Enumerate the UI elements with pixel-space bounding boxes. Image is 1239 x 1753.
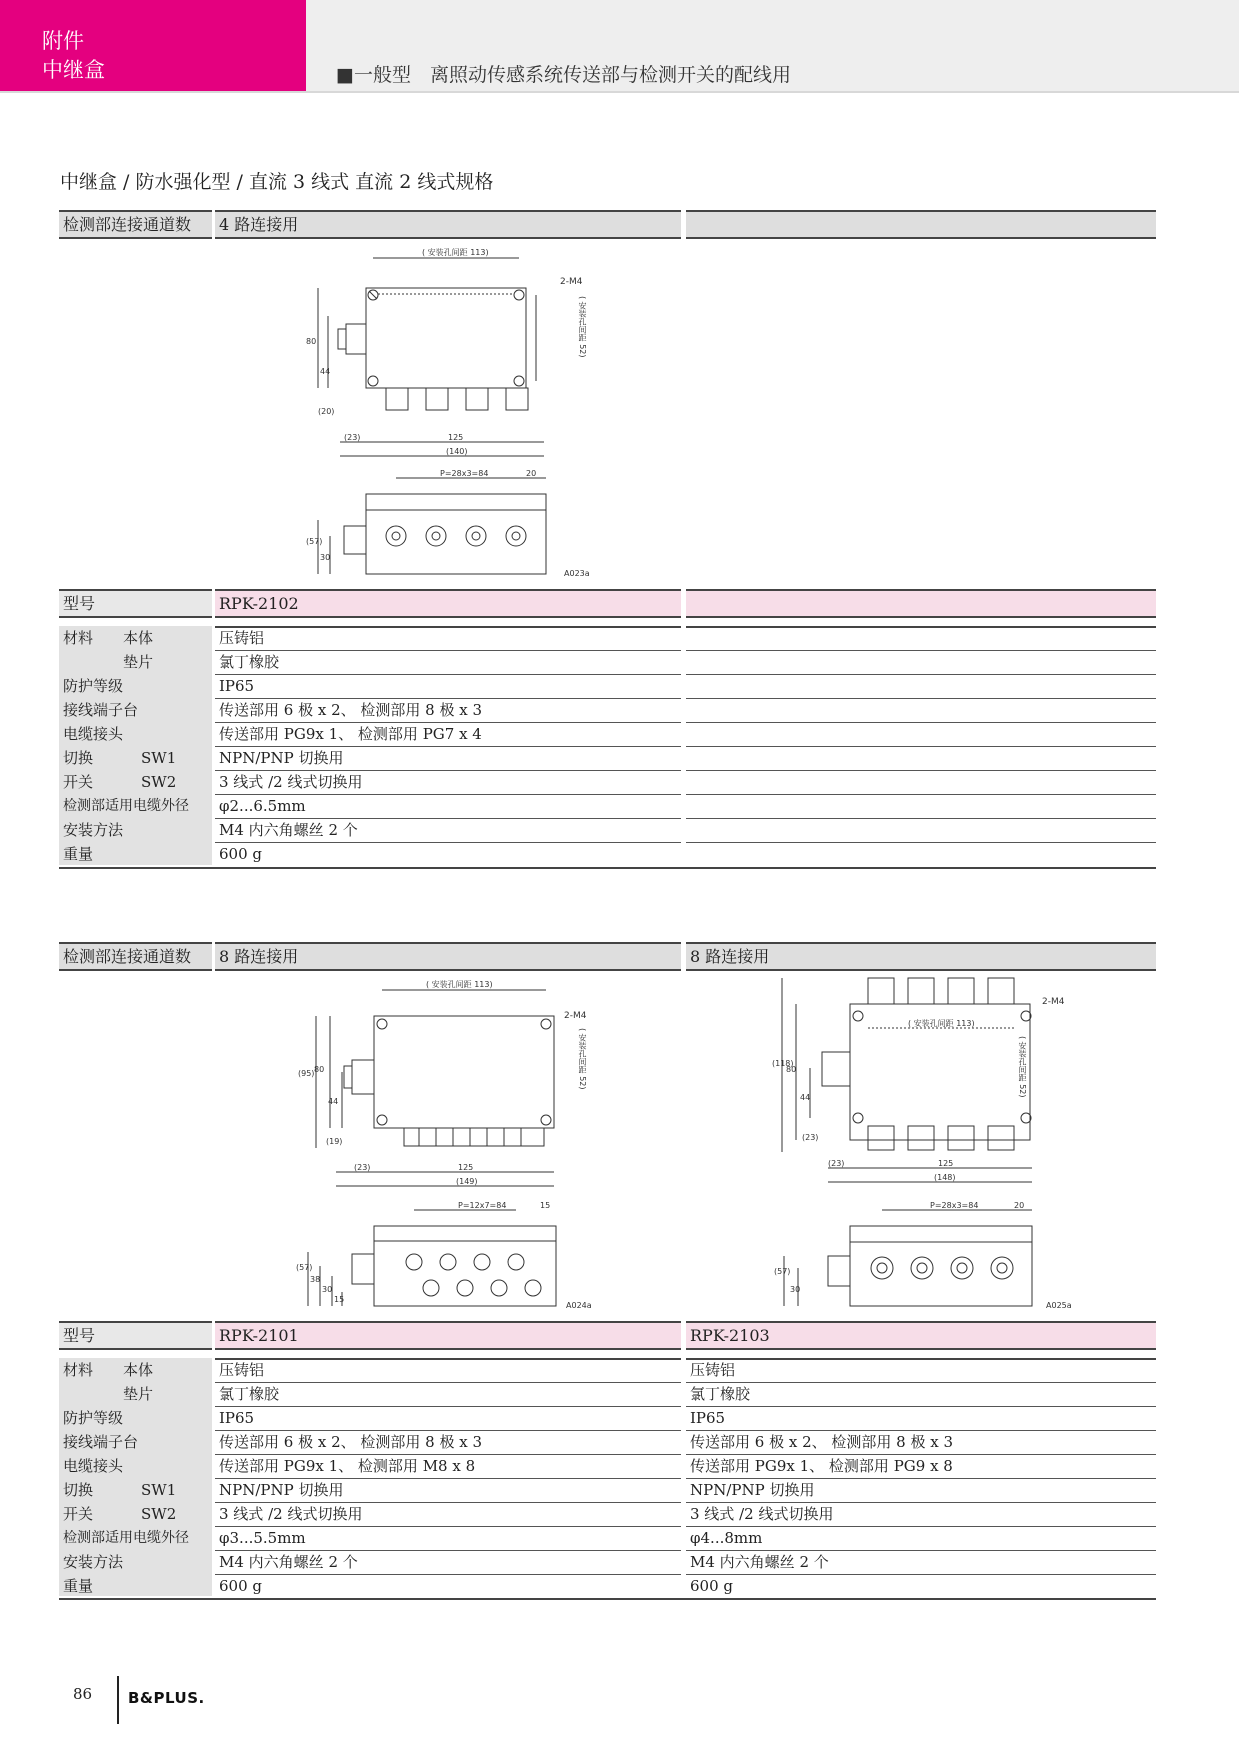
spec-label-gasket: 垫片 bbox=[59, 650, 212, 675]
spec-body-3: 压铸铝 bbox=[215, 1358, 681, 1383]
model-value-1: RPK-2102 bbox=[215, 589, 681, 618]
dim-80: 80 bbox=[306, 337, 317, 346]
category-line1: 附件 bbox=[42, 29, 84, 53]
dim-30: 30 bbox=[320, 553, 331, 562]
spec-label-sw2-2: 开关 SW2 bbox=[59, 1502, 212, 1527]
dim-95: (95) bbox=[298, 1069, 315, 1078]
dim-44: 44 bbox=[320, 367, 331, 376]
dim-80: 80 bbox=[314, 1065, 325, 1074]
dim-15b: 15 bbox=[334, 1295, 345, 1304]
drawing-code: A023a bbox=[564, 569, 590, 578]
model-value-2 bbox=[686, 589, 1156, 618]
spec-label-material-2: 材料 本体 bbox=[59, 1358, 212, 1383]
spec-label-cable-dia-2: 检测部适用电缆外径 bbox=[59, 1526, 212, 1551]
spec-protection-1: IP65 bbox=[215, 674, 681, 699]
dim-19: (19) bbox=[326, 1137, 343, 1146]
dim-pitch: P=28x3=84 bbox=[930, 1201, 979, 1210]
spec-mounting-3: M4 内六角螺丝 2 个 bbox=[215, 1550, 681, 1575]
dim-hole-pitch-side: ( 安装孔间距 52) bbox=[1018, 1036, 1027, 1098]
spec-label-weight: 重量 bbox=[59, 842, 212, 865]
spec-sw2-1: 3 线式 /2 线式切换用 bbox=[215, 770, 681, 795]
dim-23: (23) bbox=[354, 1163, 371, 1172]
spec-protection-2 bbox=[686, 674, 1156, 699]
spec-terminal-1: 传送部用 6 极 x 2、 检测部用 8 极 x 3 bbox=[215, 698, 681, 723]
page-subtitle: ■一般型 离照动传感系统传送部与检测开关的配线用 bbox=[336, 64, 791, 86]
brand-logo: B&PLUS. bbox=[128, 1689, 205, 1707]
model-label-2: 型号 bbox=[59, 1321, 212, 1350]
dim-screw: 2-M4 bbox=[560, 277, 583, 287]
spec-sw2-3: 3 线式 /2 线式切换用 bbox=[215, 1502, 681, 1527]
spec-terminal-4: 传送部用 6 极 x 2、 检测部用 8 极 x 3 bbox=[686, 1430, 1156, 1455]
dim-44: 44 bbox=[328, 1097, 339, 1106]
dim-20b: 20 bbox=[526, 469, 537, 478]
spec-gasket-3: 氯丁橡胶 bbox=[215, 1382, 681, 1407]
spec-label-protection: 防护等级 bbox=[59, 674, 212, 699]
dim-hole-pitch-side: ( 安装孔间距 52) bbox=[578, 296, 587, 358]
dim-15: 15 bbox=[540, 1201, 551, 1210]
spec-gasket-2 bbox=[686, 650, 1156, 675]
drawing-code: A025a bbox=[1046, 1301, 1072, 1310]
spec-sw2-2 bbox=[686, 770, 1156, 795]
channels-value-2 bbox=[686, 210, 1156, 239]
channels-label-2: 检测部连接通道数 bbox=[59, 942, 212, 971]
dim-pitch: P=28x3=84 bbox=[440, 469, 489, 478]
dim-44: 44 bbox=[800, 1093, 811, 1102]
dim-30: 30 bbox=[322, 1285, 333, 1294]
spec-protection-4: IP65 bbox=[686, 1406, 1156, 1431]
spec-sw1-1: NPN/PNP 切换用 bbox=[215, 746, 681, 771]
spec-mounting-2 bbox=[686, 818, 1156, 843]
channels-value-4: 8 路连接用 bbox=[686, 942, 1156, 971]
spec-weight-4: 600 g bbox=[690, 1577, 734, 1595]
dim-125: 125 bbox=[458, 1163, 474, 1172]
dim-pitch: P=12x7=84 bbox=[458, 1201, 507, 1210]
spec-connector-4: 传送部用 PG9x 1、 检测部用 PG9 x 8 bbox=[686, 1454, 1156, 1479]
dim-30: 30 bbox=[790, 1285, 801, 1294]
dim-57: (57) bbox=[306, 537, 323, 546]
spec-connector-1: 传送部用 PG9x 1、 检测部用 PG7 x 4 bbox=[215, 722, 681, 747]
dim-hole-pitch-side: ( 安装孔间距 52) bbox=[578, 1028, 587, 1090]
model-value-4: RPK-2103 bbox=[686, 1321, 1156, 1350]
spec-cable-dia-4: φ4...8mm bbox=[686, 1526, 1156, 1551]
spec-connector-3: 传送部用 PG9x 1、 检测部用 M8 x 8 bbox=[215, 1454, 681, 1479]
category-line2: 中继盒 bbox=[42, 58, 105, 82]
spec-label-connector-2: 电缆接头 bbox=[59, 1454, 212, 1479]
spec-label-mounting-2: 安装方法 bbox=[59, 1550, 212, 1575]
dim-80: 80 bbox=[786, 1065, 797, 1074]
spec-body-4: 压铸铝 bbox=[686, 1358, 1156, 1383]
channels-value-3: 8 路连接用 bbox=[215, 942, 681, 971]
spec-label-sw1: 切换 SW1 bbox=[59, 746, 212, 771]
spec-cable-dia-2 bbox=[686, 794, 1156, 819]
drawing-code: A024a bbox=[566, 1301, 592, 1310]
spec-body-1: 压铸铝 bbox=[215, 626, 681, 651]
dim-140: (140) bbox=[446, 447, 468, 456]
spec-label-sw1-2: 切换 SW1 bbox=[59, 1478, 212, 1503]
dim-118: (118) bbox=[772, 1059, 794, 1068]
dim-hole-pitch-top: ( 安装孔间距 113) bbox=[426, 980, 493, 989]
spec-label-sw2: 开关 SW2 bbox=[59, 770, 212, 795]
footer-divider bbox=[117, 1676, 119, 1724]
dim-125: 125 bbox=[448, 433, 464, 442]
spec-terminal-2 bbox=[686, 698, 1156, 723]
spec-cable-dia-1: φ2...6.5mm bbox=[215, 794, 681, 819]
spec-connector-2 bbox=[686, 722, 1156, 747]
dimension-drawing-rpk-2102 bbox=[300, 244, 600, 582]
spec-label-gasket-2: 垫片 bbox=[59, 1382, 212, 1407]
model-label: 型号 bbox=[59, 589, 212, 618]
dim-57: (57) bbox=[296, 1263, 313, 1272]
spec-cable-dia-3: φ3...5.5mm bbox=[215, 1526, 681, 1551]
dim-23: (23) bbox=[344, 433, 361, 442]
spec-label-cable-dia: 检测部适用电缆外径 bbox=[59, 794, 212, 819]
spec-gasket-1: 氯丁橡胶 bbox=[215, 650, 681, 675]
spec-label-material: 材料 本体 bbox=[59, 626, 212, 651]
spec-label-connector: 电缆接头 bbox=[59, 722, 212, 747]
spec-sw2-4: 3 线式 /2 线式切换用 bbox=[686, 1502, 1156, 1527]
dimension-drawing-rpk-2103 bbox=[770, 976, 1080, 1312]
spec-sw1-3: NPN/PNP 切换用 bbox=[215, 1478, 681, 1503]
spec-label-terminal-2: 接线端子台 bbox=[59, 1430, 212, 1455]
page-number: 86 bbox=[73, 1685, 93, 1703]
spec-sw1-4: NPN/PNP 切换用 bbox=[686, 1478, 1156, 1503]
spec-label-protection-2: 防护等级 bbox=[59, 1406, 212, 1431]
channels-label: 检测部连接通道数 bbox=[59, 210, 212, 239]
spec-mounting-1: M4 内六角螺丝 2 个 bbox=[215, 818, 681, 843]
dimension-drawing-rpk-2101 bbox=[294, 976, 604, 1312]
spec-weight-3: 600 g bbox=[219, 1577, 263, 1595]
spec-sw1-2 bbox=[686, 746, 1156, 771]
spec-label-terminal: 接线端子台 bbox=[59, 698, 212, 723]
dim-23: (23) bbox=[828, 1159, 845, 1168]
spec-weight-1: 600 g bbox=[219, 845, 263, 863]
model-value-3: RPK-2101 bbox=[215, 1321, 681, 1350]
dim-screw: 2-M4 bbox=[564, 1011, 587, 1021]
dim-149: (149) bbox=[456, 1177, 478, 1186]
dim-125: 125 bbox=[938, 1159, 954, 1168]
spec-protection-3: IP65 bbox=[215, 1406, 681, 1431]
dim-20: (20) bbox=[318, 407, 335, 416]
channels-value-1: 4 路连接用 bbox=[215, 210, 681, 239]
dim-screw: 2-M4 bbox=[1042, 997, 1065, 1007]
section-title: 中继盒 / 防水强化型 / 直流 3 线式 直流 2 线式规格 bbox=[60, 171, 494, 193]
dim-hole-pitch-top: ( 安装孔间距 113) bbox=[908, 1019, 975, 1028]
dim-148: (148) bbox=[934, 1173, 956, 1182]
category-tab bbox=[0, 0, 306, 91]
dim-hole-pitch-top: ( 安装孔间距 113) bbox=[422, 248, 489, 257]
dim-20: 20 bbox=[1014, 1201, 1025, 1210]
dim-57: (57) bbox=[774, 1267, 791, 1276]
spec-terminal-3: 传送部用 6 极 x 2、 检测部用 8 极 x 3 bbox=[215, 1430, 681, 1455]
spec-label-mounting: 安装方法 bbox=[59, 818, 212, 843]
spec-gasket-4: 氯丁橡胶 bbox=[686, 1382, 1156, 1407]
dim-23v: (23) bbox=[802, 1133, 819, 1142]
spec-mounting-4: M4 内六角螺丝 2 个 bbox=[686, 1550, 1156, 1575]
spec-label-weight-2: 重量 bbox=[59, 1574, 212, 1596]
dim-38: 38 bbox=[310, 1275, 321, 1284]
spec-body-2 bbox=[686, 626, 1156, 651]
